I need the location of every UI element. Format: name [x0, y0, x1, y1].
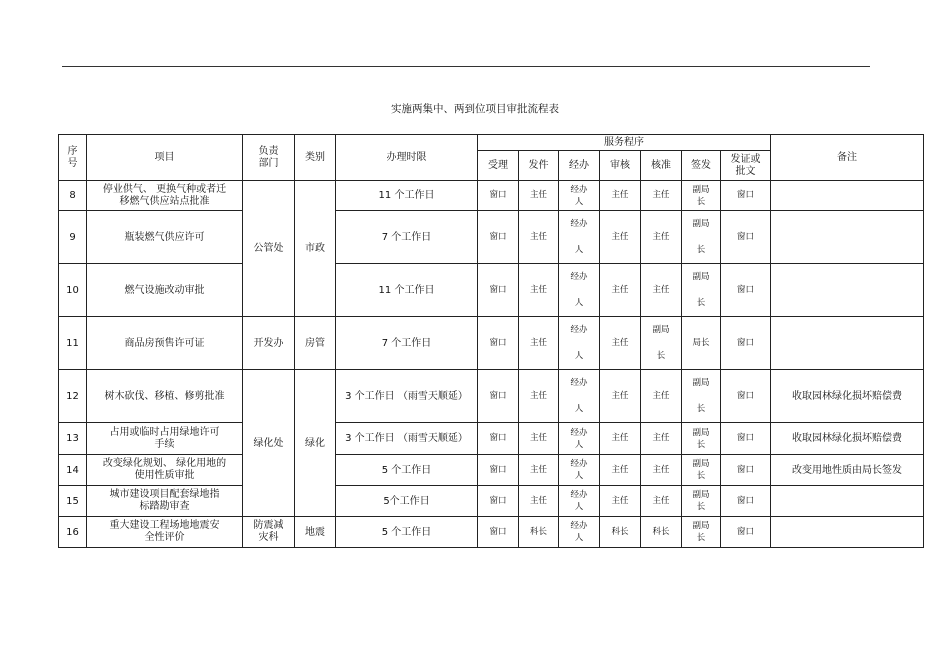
- row-step-approve: 主任: [641, 181, 682, 211]
- row-step-sign: 副局 长: [682, 455, 721, 486]
- row-step-approve: 主任: [641, 486, 682, 517]
- row-step-dispatch: 主任: [519, 317, 559, 370]
- row-time: 5个工作日: [336, 486, 478, 517]
- row-step-dispatch: 主任: [519, 423, 559, 455]
- row-step-issue: 窗口: [721, 486, 771, 517]
- row-step-dispatch: 主任: [519, 181, 559, 211]
- row-item: 树木砍伐、移植、修剪批准: [87, 370, 243, 423]
- row-step-dispatch: 主任: [519, 370, 559, 423]
- row-step-accept: 窗口: [478, 211, 519, 264]
- row-item: 燃气设施改动审批: [87, 264, 243, 317]
- top-rule: [62, 66, 870, 67]
- row-step-review: 主任: [600, 423, 641, 455]
- row-step-sign: 副局 长: [682, 370, 721, 423]
- row-step-dispatch: 主任: [519, 264, 559, 317]
- row-seq: 10: [59, 264, 87, 317]
- header-item: 项目: [87, 135, 243, 181]
- row-step-sign: 副局 长: [682, 517, 721, 548]
- row-step-accept: 窗口: [478, 517, 519, 548]
- header-remark: 备注: [771, 135, 924, 181]
- table-row: [59, 317, 924, 370]
- header-seq: 序 号: [59, 135, 87, 181]
- row-item: 瓶装燃气供应许可: [87, 211, 243, 264]
- row-step-accept: 窗口: [478, 317, 519, 370]
- dept-fangzhen: 防震减 灾科: [243, 517, 295, 548]
- category-fangguan: 房管: [295, 317, 336, 370]
- header-step-approve: 核准: [641, 151, 682, 181]
- row-step-issue: 窗口: [721, 317, 771, 370]
- table-row: [59, 423, 924, 455]
- row-step-review: 主任: [600, 455, 641, 486]
- row-step-approve: 主任: [641, 370, 682, 423]
- row-remark: [771, 181, 924, 211]
- row-step-approve: 主任: [641, 264, 682, 317]
- row-remark: [771, 264, 924, 317]
- row-step-approve: 科长: [641, 517, 682, 548]
- row-step-review: 主任: [600, 181, 641, 211]
- approval-process-table: [58, 134, 924, 548]
- dept-gongguan: 公管处: [243, 181, 295, 317]
- header-step-handle: 经办: [559, 151, 600, 181]
- row-step-issue: 窗口: [721, 455, 771, 486]
- header-category: 类别: [295, 135, 336, 181]
- row-seq: 14: [59, 455, 87, 486]
- row-item: 重大建设工程场地地震安 全性评价: [87, 517, 243, 548]
- category-dizhen: 地震: [295, 517, 336, 548]
- row-remark: [771, 486, 924, 517]
- row-step-dispatch: 科长: [519, 517, 559, 548]
- row-step-handle: 经办 人: [559, 370, 600, 423]
- row-item: 停业供气、 更换气种或者迁 移燃气供应站点批准: [87, 181, 243, 211]
- row-item: 商品房预售许可证: [87, 317, 243, 370]
- row-time: 5 个工作日: [336, 455, 478, 486]
- row-step-handle: 经办 人: [559, 211, 600, 264]
- row-seq: 11: [59, 317, 87, 370]
- row-step-review: 主任: [600, 486, 641, 517]
- row-step-review: 主任: [600, 211, 641, 264]
- row-step-issue: 窗口: [721, 517, 771, 548]
- row-step-issue: 窗口: [721, 370, 771, 423]
- row-step-sign: 副局 长: [682, 423, 721, 455]
- dept-kaifa: 开发办: [243, 317, 295, 370]
- row-step-accept: 窗口: [478, 486, 519, 517]
- table-row: [59, 455, 924, 486]
- row-remark: 收取园林绿化损坏赔偿费: [771, 423, 924, 455]
- row-step-handle: 经办 人: [559, 264, 600, 317]
- row-remark: [771, 211, 924, 264]
- dept-lvhua: 绿化处: [243, 370, 295, 517]
- row-time: 7 个工作日: [336, 317, 478, 370]
- row-step-handle: 经办 人: [559, 181, 600, 211]
- row-step-accept: 窗口: [478, 264, 519, 317]
- table-row: [59, 517, 924, 548]
- row-seq: 9: [59, 211, 87, 264]
- header-dept: 负责 部门: [243, 135, 295, 181]
- row-seq: 8: [59, 181, 87, 211]
- row-step-sign: 副局 长: [682, 264, 721, 317]
- header-time-limit: 办理时限: [336, 135, 478, 181]
- row-step-sign: 副局 长: [682, 211, 721, 264]
- row-step-accept: 窗口: [478, 370, 519, 423]
- row-step-dispatch: 主任: [519, 486, 559, 517]
- table-row: [59, 211, 924, 264]
- table-row: [59, 181, 924, 211]
- header-step-accept: 受理: [478, 151, 519, 181]
- table-row: [59, 486, 924, 517]
- document-title: 实施两集中、两到位项目审批流程表: [391, 103, 559, 115]
- row-time: 11 个工作日: [336, 264, 478, 317]
- row-seq: 12: [59, 370, 87, 423]
- row-time: 3 个工作日 （雨雪天顺延）: [336, 370, 478, 423]
- header-step-dispatch: 发件: [519, 151, 559, 181]
- row-step-review: 主任: [600, 264, 641, 317]
- row-step-approve: 主任: [641, 423, 682, 455]
- row-step-handle: 经办 人: [559, 423, 600, 455]
- row-step-review: 主任: [600, 370, 641, 423]
- row-item: 城市建设项目配套绿地指 标踏勘审查: [87, 486, 243, 517]
- row-seq: 13: [59, 423, 87, 455]
- row-seq: 15: [59, 486, 87, 517]
- table-row: [59, 264, 924, 317]
- row-step-sign: 副局 长: [682, 181, 721, 211]
- row-time: 11 个工作日: [336, 181, 478, 211]
- row-step-issue: 窗口: [721, 264, 771, 317]
- row-remark: [771, 517, 924, 548]
- row-step-approve: 主任: [641, 455, 682, 486]
- row-step-handle: 经办 人: [559, 455, 600, 486]
- row-step-sign: 局长: [682, 317, 721, 370]
- row-step-issue: 窗口: [721, 211, 771, 264]
- row-item: 改变绿化规划、 绿化用地的 使用性质审批: [87, 455, 243, 486]
- row-step-handle: 经办 人: [559, 517, 600, 548]
- row-step-accept: 窗口: [478, 455, 519, 486]
- header-step-sign: 签发: [682, 151, 721, 181]
- row-step-accept: 窗口: [478, 181, 519, 211]
- row-remark: 收取园林绿化损坏赔偿费: [771, 370, 924, 423]
- header-service-group: 服务程序: [478, 135, 771, 151]
- row-step-approve: 主任: [641, 211, 682, 264]
- row-step-handle: 经办 人: [559, 486, 600, 517]
- row-item: 占用或临时占用绿地许可 手续: [87, 423, 243, 455]
- row-time: 5 个工作日: [336, 517, 478, 548]
- row-remark: 改变用地性质由局长签发: [771, 455, 924, 486]
- row-step-review: 科长: [600, 517, 641, 548]
- row-step-issue: 窗口: [721, 423, 771, 455]
- row-step-dispatch: 主任: [519, 455, 559, 486]
- row-time: 3 个工作日 （雨雪天顺延）: [336, 423, 478, 455]
- row-step-handle: 经办 人: [559, 317, 600, 370]
- table-row: [59, 370, 924, 423]
- category-shizheng: 市政: [295, 181, 336, 317]
- category-lvhua: 绿化: [295, 370, 336, 517]
- header-step-review: 审核: [600, 151, 641, 181]
- row-seq: 16: [59, 517, 87, 548]
- header-step-issue: 发证或 批文: [721, 151, 771, 181]
- row-step-sign: 副局 长: [682, 486, 721, 517]
- row-step-review: 主任: [600, 317, 641, 370]
- row-step-accept: 窗口: [478, 423, 519, 455]
- row-remark: [771, 317, 924, 370]
- row-time: 7 个工作日: [336, 211, 478, 264]
- row-step-issue: 窗口: [721, 181, 771, 211]
- row-step-approve: 副局 长: [641, 317, 682, 370]
- header-row-1: [59, 135, 924, 151]
- row-step-dispatch: 主任: [519, 211, 559, 264]
